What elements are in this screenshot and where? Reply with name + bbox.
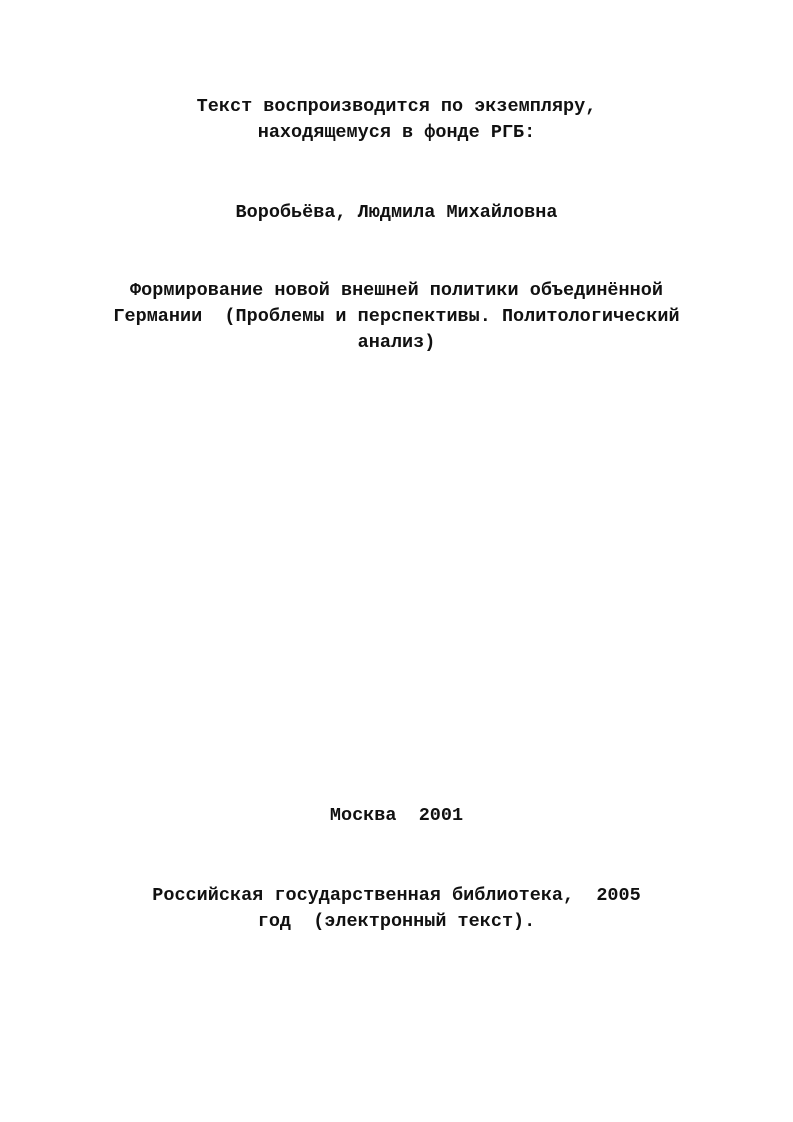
work-title-line-1: Формирование новой внешней политики объединённой — [130, 280, 663, 301]
place-and-year: Москва 2001 — [329, 805, 464, 826]
work-title-line-2: Германии (Проблемы и перспективы. Политологический — [113, 306, 680, 327]
source-note-line-1: Текст воспроизводится по экземпляру, — [196, 96, 597, 117]
library-note-line-2: год (электронный текст). — [257, 911, 536, 932]
source-note-line-2: находящемуся в фонде РГБ: — [257, 122, 536, 143]
library-note-line-1: Российская государственная библиотека, 2005 — [152, 885, 641, 906]
author-name: Воробьёва, Людмила Михайловна — [235, 202, 558, 223]
work-title-line-3: анализ) — [357, 332, 436, 353]
